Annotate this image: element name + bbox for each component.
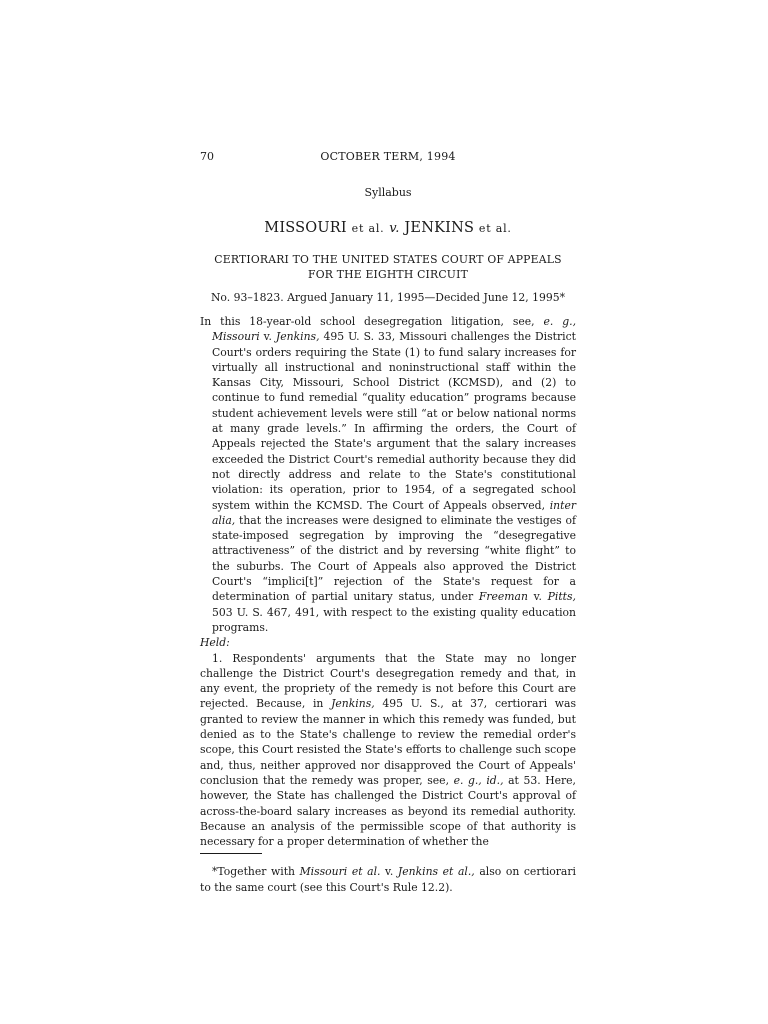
page-number: 70 (200, 150, 214, 163)
text-run: v. (380, 865, 398, 879)
docket-line: No. 93–1823. Argued January 11, 1995—Decided June 12, 1995* (210, 291, 566, 304)
versus: v. (389, 221, 400, 236)
italic-run: e. g., id., (453, 773, 504, 787)
held-label: Held: (200, 636, 230, 650)
italic-run: Jenkins, (331, 697, 375, 711)
footnote-divider (200, 853, 262, 854)
certiorari-heading: CERTIORARI TO THE UNITED STATES COURT OF APPEALS FOR THE EIGHTH CIRCUIT (214, 253, 562, 281)
italic-run: Freeman (478, 590, 528, 604)
text-run: at 53. Here, however, the State has challenged the District Court's approval of across-the-board salary increases as beyond its remedial authority. Because an analysis of the permissible scope of that authority is necessary for a proper determination of whether the (200, 773, 576, 849)
party-petitioner: MISSOURI (264, 220, 347, 236)
italic-run: e. g., Missouri (212, 315, 577, 344)
case-title (200, 220, 576, 236)
et-al-petitioner: et al. (351, 222, 385, 235)
italic-run: Pitts, (547, 590, 576, 604)
text-run: 503 U. S. 467, 491, with respect to the existing quality education programs. (212, 605, 576, 634)
footnote (200, 864, 576, 895)
italic-run: Jenkins et al., (397, 865, 475, 879)
text-run: v. (259, 330, 276, 344)
italic-run: Missouri et al. (299, 865, 381, 879)
text-run: also on certiorari to the same court (see this Court's Rule 12.2). (200, 865, 576, 894)
syllabus-body (200, 314, 576, 849)
term-heading: OCTOBER TERM, 1994 (320, 150, 456, 163)
text-run: 1. Respondents' arguments that the State may no longer challenge the District Court's desegregation remedy and that, in any event, the propriety of the remedy is not before this Court are rejected. Because, in (200, 651, 576, 711)
document-page (200, 150, 576, 895)
text-run: v. (527, 590, 548, 604)
text-run: that the increases were designed to eliminate the vestiges of state-imposed segregation by improving the “desegregative attractiveness” of the district and by reversing “white flight” to the suburbs. The Court of Appeals also approved the District Court's “implici[t]” rejection of the State's request for a determination of partial unitary status, under (212, 513, 576, 604)
text-run: 495 U. S., at 37, certiorari was granted to review the manner in which this remedy was funded, but denied as to the State's challenge to review the remedial order's scope, this Court resisted the State's efforts to challenge such scope and, thus, neither approved nor disapproved the Court of Appeals' conclusion that the remedy was proper, see, (200, 697, 576, 787)
italic-run: inter alia, (212, 498, 576, 527)
party-respondent: JENKINS (404, 220, 475, 236)
et-al-respondent: et al. (478, 222, 512, 235)
held-paragraph-1 (200, 651, 576, 850)
text-run: In this 18-year-old school desegregation litigation, see, (200, 315, 544, 328)
running-head (200, 150, 576, 168)
syllabus-label: Syllabus (364, 186, 412, 199)
italic-run: Jenkins, (275, 330, 320, 344)
summary-paragraph (200, 314, 576, 635)
text-run: 495 U. S. 33, Missouri challenges the District Court's orders requiring the State (1) to fund salary increases for virtually all instructional and noninstructional staff within the Kansas City, Missouri, School District (KCMSD), and (2) to continue to fund remedial “quality education” programs because student achievement levels were still “at or below national norms at many grade levels.” In affirming the orders, the Court of Appeals rejected the State's argument that the salary increases exceeded the District Court's remedial authority because they did not directly address and relate to the State's constitutional violation: its operation, prior to 1954, of a segregated school system within the KCMSD. The Court of Appeals observed, (212, 330, 577, 512)
text-run: *Together with (212, 865, 300, 879)
